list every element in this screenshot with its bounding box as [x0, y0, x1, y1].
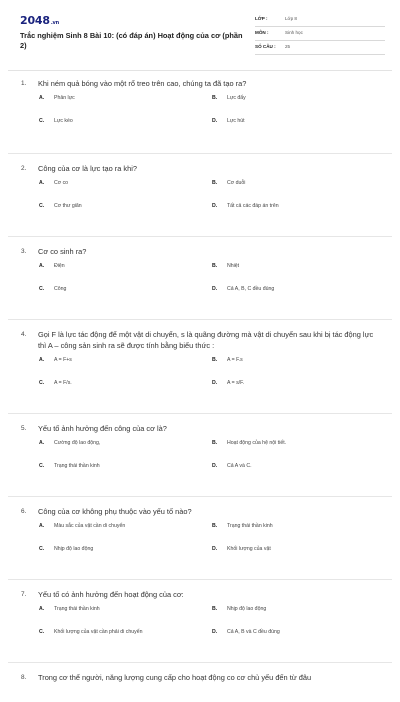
option-row	[0, 546, 400, 569]
answer-option[interactable]	[39, 463, 100, 469]
option-list	[0, 95, 400, 141]
option-letter: C.	[39, 463, 45, 469]
answer-option[interactable]	[212, 118, 245, 124]
question-divider	[8, 153, 392, 154]
option-row	[0, 463, 400, 486]
option-list	[0, 440, 400, 486]
option-text: Màu sắc của vật cần di chuyển	[54, 523, 126, 529]
option-text: Khối lượng của vật cần phải di chuyển	[54, 629, 143, 635]
option-row	[0, 606, 400, 629]
option-letter: D.	[212, 629, 218, 635]
option-row	[0, 380, 400, 403]
question-number: 4.	[21, 331, 27, 338]
option-text: Nhiệt	[227, 263, 240, 269]
option-letter: D.	[212, 546, 218, 552]
answer-option[interactable]	[39, 118, 73, 124]
question-text: Gọi F là lực tác động để một vật di chuyển, s là quãng đường mà vật di chuyển sau khi bị tác động lực thì A – công sản sinh ra sẽ được tính bằng biểu thức :	[38, 330, 374, 350]
question-text: Công của cơ là lực tạo ra khi?	[38, 164, 137, 173]
question-text-block	[0, 589, 400, 600]
option-letter: B.	[212, 606, 218, 612]
option-text: Lực kéo	[54, 118, 73, 124]
question-text: Yếu tố có ảnh hưởng đến hoạt động của cơ:	[38, 590, 184, 599]
option-letter: A.	[39, 180, 45, 186]
question-divider	[8, 662, 392, 663]
option-letter: B.	[212, 440, 218, 446]
option-row	[0, 629, 400, 652]
meta-value: Lớp 8	[285, 16, 297, 21]
option-text: A = s/F.	[227, 380, 245, 386]
option-letter: D.	[212, 286, 218, 292]
answer-option[interactable]	[39, 263, 65, 269]
answer-option[interactable]	[39, 180, 68, 186]
question-text-block	[0, 506, 400, 517]
meta-info-table	[255, 13, 385, 55]
option-row	[0, 523, 400, 546]
question-number: 1.	[21, 80, 27, 87]
question-number: 7.	[21, 591, 27, 598]
option-text: Cả A và C.	[227, 463, 252, 469]
option-row	[0, 180, 400, 203]
question-text-block	[0, 672, 400, 683]
meta-label: LỚP :	[255, 16, 268, 21]
option-text: Công	[54, 286, 67, 292]
question-item	[0, 163, 400, 234]
question-item	[0, 589, 400, 660]
question-item	[0, 246, 400, 317]
option-text: A = F+s	[54, 357, 72, 363]
option-list	[0, 263, 400, 309]
option-text: Cơ thư giãn	[54, 203, 82, 209]
question-number: 2.	[21, 165, 27, 172]
question-text-block	[0, 246, 400, 257]
question-text-block	[0, 423, 400, 434]
option-text: Cường độ lao động,	[54, 440, 101, 446]
question-text: Trong cơ thể người, năng lượng cung cấp cho hoạt động co cơ chủ yếu đến từ đâu	[38, 673, 312, 682]
answer-option[interactable]	[212, 629, 280, 635]
question-item	[0, 423, 400, 494]
option-row	[0, 118, 400, 141]
question-divider	[8, 236, 392, 237]
meta-row-question-count	[255, 41, 385, 55]
option-text: Cơ duỗi	[227, 180, 246, 186]
question-item	[0, 672, 400, 702]
answer-option[interactable]	[212, 357, 243, 363]
option-row	[0, 95, 400, 118]
document-title: Trắc nghiệm Sinh 8 Bài 10: (có đáp án) Hoạt động của cơ (phần 2)	[20, 31, 243, 50]
answer-option[interactable]	[212, 286, 274, 292]
option-text: Cơ co	[54, 180, 69, 186]
question-divider	[8, 319, 392, 320]
header-divider	[8, 70, 392, 71]
option-letter: B.	[212, 180, 218, 186]
answer-option[interactable]	[39, 440, 100, 446]
answer-option[interactable]	[212, 546, 271, 552]
question-item	[0, 78, 400, 151]
answer-option[interactable]	[212, 523, 273, 529]
meta-value: Sinh học	[285, 30, 303, 35]
answer-option[interactable]	[212, 463, 252, 469]
option-letter: A.	[39, 95, 45, 101]
option-text: Cả A, B và C đều đúng	[227, 629, 280, 635]
answer-option[interactable]	[212, 440, 286, 446]
meta-label: SỐ CÂU :	[255, 44, 276, 49]
meta-label: MÔN :	[255, 30, 269, 35]
option-text: Nhịp độ lao động	[54, 546, 94, 552]
answer-option[interactable]	[39, 95, 75, 101]
option-list	[0, 357, 400, 403]
answer-option[interactable]	[39, 523, 125, 529]
option-row	[0, 263, 400, 286]
option-letter: D.	[212, 380, 218, 386]
answer-option[interactable]	[39, 606, 100, 612]
option-text: Lực hút	[227, 118, 245, 124]
option-letter: D.	[212, 118, 218, 124]
question-number: 8.	[21, 674, 27, 681]
option-row	[0, 440, 400, 463]
answer-option[interactable]	[212, 380, 244, 386]
brand-tld: .vn	[50, 20, 59, 26]
option-text: Cả A, B, C đều đúng	[227, 286, 275, 292]
question-text-block	[0, 163, 400, 174]
question-item	[0, 506, 400, 577]
question-text: Công của cơ không phụ thuộc vào yếu tố nào?	[38, 507, 192, 516]
meta-row-grade	[255, 13, 385, 27]
option-letter: B.	[212, 263, 218, 269]
question-text: Khi ném quả bóng vào một rổ treo trên cao, chúng ta đã tạo ra?	[38, 79, 247, 88]
question-text-block	[0, 329, 400, 351]
answer-option[interactable]	[39, 629, 143, 635]
answer-option[interactable]	[39, 286, 66, 292]
option-letter: C.	[39, 203, 45, 209]
answer-option[interactable]	[212, 606, 266, 612]
option-letter: D.	[212, 203, 218, 209]
option-text: Trạng thái thần kinh	[54, 606, 100, 612]
option-list	[0, 606, 400, 652]
brand-logo[interactable]	[20, 14, 59, 27]
option-row	[0, 357, 400, 380]
question-divider	[8, 496, 392, 497]
option-letter: A.	[39, 440, 45, 446]
question-text: Cơ co sinh ra?	[38, 247, 87, 256]
option-letter: C.	[39, 380, 45, 386]
question-number: 3.	[21, 248, 27, 255]
option-text: Phản lực	[54, 95, 75, 101]
option-text: A = F/s.	[54, 380, 72, 386]
option-text: Điện	[54, 263, 65, 269]
option-letter: A.	[39, 357, 45, 363]
answer-option[interactable]	[39, 203, 82, 209]
option-text: Hoạt động của hệ nội tiết.	[227, 440, 287, 446]
meta-value: 25	[285, 44, 291, 49]
option-letter: C.	[39, 629, 45, 635]
option-letter: C.	[39, 286, 45, 292]
brand-name: 2048	[20, 14, 50, 27]
question-number: 5.	[21, 425, 27, 432]
option-list	[0, 180, 400, 226]
option-letter: B.	[212, 523, 218, 529]
option-letter: A.	[39, 263, 45, 269]
option-text: Trạng thái thần kinh	[54, 463, 100, 469]
question-item	[0, 329, 400, 411]
option-text: Tất cả các đáp án trên	[227, 203, 279, 209]
page-header	[0, 0, 400, 70]
question-number: 6.	[21, 508, 27, 515]
meta-row-subject	[255, 27, 385, 41]
question-list	[0, 78, 400, 702]
answer-option[interactable]	[39, 357, 72, 363]
option-letter: B.	[212, 95, 218, 101]
option-list	[0, 523, 400, 569]
option-letter: C.	[39, 118, 45, 124]
option-text: Lực đẩy	[227, 95, 246, 101]
option-text: Khối lượng của vật	[227, 546, 271, 552]
answer-option[interactable]	[212, 203, 279, 209]
option-letter: A.	[39, 606, 45, 612]
option-letter: A.	[39, 523, 45, 529]
option-letter: D.	[212, 463, 218, 469]
question-divider	[8, 413, 392, 414]
option-text: A = F.s	[227, 357, 243, 363]
answer-option[interactable]	[212, 263, 239, 269]
answer-option[interactable]	[39, 546, 93, 552]
option-text: Nhịp độ lao động	[227, 606, 267, 612]
option-letter: B.	[212, 357, 218, 363]
option-row	[0, 203, 400, 226]
option-row	[0, 286, 400, 309]
question-text-block	[0, 78, 400, 89]
answer-option[interactable]	[39, 380, 72, 386]
option-text: Trạng thái thần kinh	[227, 523, 273, 529]
question-divider	[8, 579, 392, 580]
answer-option[interactable]	[212, 180, 245, 186]
answer-option[interactable]	[212, 95, 246, 101]
question-text: Yếu tố ảnh hưởng đến công của cơ là?	[38, 424, 167, 433]
option-letter: C.	[39, 546, 45, 552]
